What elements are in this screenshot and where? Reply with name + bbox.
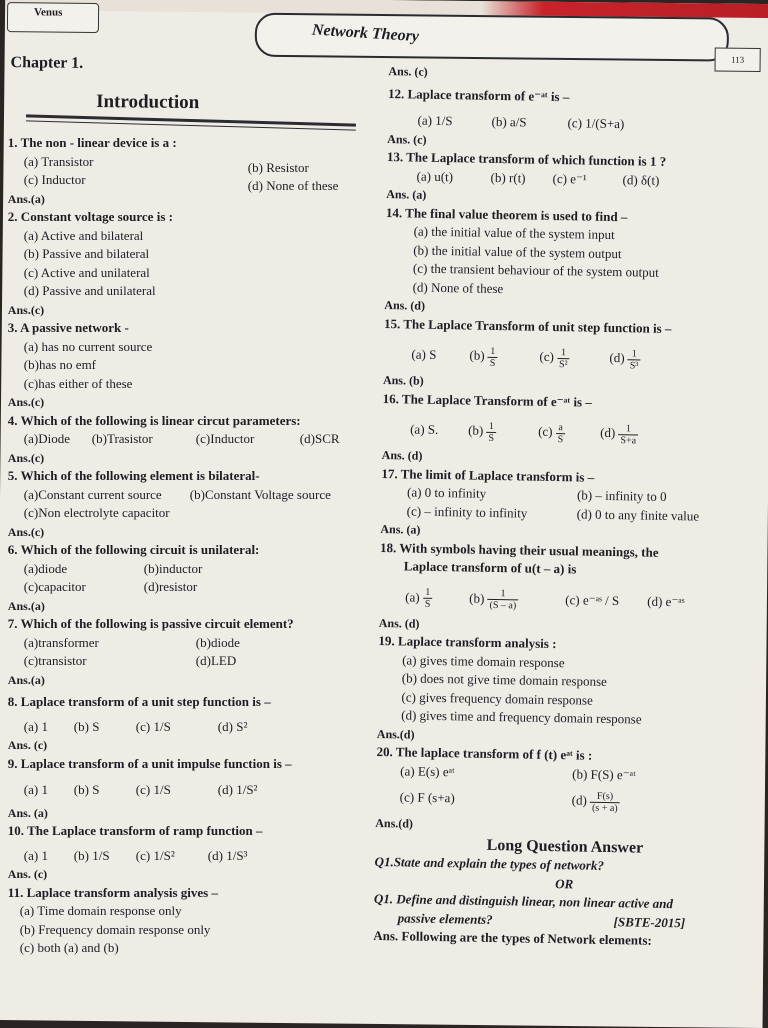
option: (b) 1/S — [73, 847, 110, 863]
option: (d)resistor — [143, 579, 198, 595]
option — [571, 783, 620, 818]
option: (c) 1/S² — [135, 847, 175, 863]
answer: Ans. (c) — [388, 64, 428, 79]
question: 5. Which of the following element is bilateral- — [7, 468, 260, 484]
option: (c)has either of these — [23, 375, 133, 391]
option: (b)diode — [195, 634, 240, 650]
option: (c)Non electrolyte capacitor — [23, 505, 170, 521]
option: (a) 1 — [23, 847, 48, 863]
question: 10. The Laplace transform of ramp function – — [7, 823, 263, 839]
answer: Ans. (c) — [7, 738, 48, 753]
long-question: Q1.State and explain the types of network? — [374, 853, 605, 873]
question: 12. Laplace transform of e⁻ᵃᵗ is – — [387, 85, 570, 104]
option: (d) 1/S² — [217, 782, 258, 798]
option — [469, 581, 519, 616]
option: (a) has no current source — [23, 338, 153, 354]
option: (c) e⁻ᵃˢ / S — [565, 591, 620, 608]
long-question-text: passive elements? — [397, 909, 493, 927]
denominator: (S – a) — [489, 599, 517, 612]
option: (d)SCR — [299, 431, 340, 447]
option: (d) e⁻ᵃˢ — [647, 593, 685, 609]
denominator: S³ — [629, 359, 639, 371]
denominator: S — [424, 598, 431, 610]
denominator: S² — [558, 358, 568, 370]
option: (a)transformer — [23, 634, 99, 650]
fraction — [618, 423, 638, 446]
header-banner — [255, 13, 729, 62]
fraction — [487, 588, 518, 612]
answer: Ans.(d) — [376, 726, 415, 742]
option — [609, 341, 641, 376]
answer: Ans.(c) — [7, 395, 45, 410]
option: (a) 0 to infinity — [406, 484, 487, 501]
option: (c) gives frequency domain response — [401, 688, 593, 708]
option-row — [8, 652, 388, 671]
question: 3. A passive network - — [7, 320, 129, 336]
option: (b)has no emf — [23, 357, 97, 373]
option-row — [8, 430, 388, 449]
numerator: 1 — [557, 347, 570, 359]
long-question: Q1. Define and distinguish linear, non linear active and — [373, 890, 674, 912]
fraction — [556, 422, 566, 445]
option: (a) Time domain response only — [19, 903, 182, 919]
question: 20. The laplace transform of f (t) eᵃᵗ is : — [376, 743, 593, 763]
question: 8. Laplace transform of a unit step function is – — [7, 694, 271, 710]
or-separator: OR — [555, 875, 574, 891]
numerator: 1 — [619, 423, 639, 435]
option: (c) 1/S — [135, 782, 171, 798]
numerator: 1 — [488, 345, 498, 357]
question: 18. With symbols having their usual meanings, the — [379, 539, 659, 560]
publisher-logo: Venus — [7, 2, 99, 33]
page-number: 113 — [715, 47, 761, 71]
option: (b) a/S — [491, 113, 527, 130]
question: 14. The final value theorem is used to find – — [385, 204, 628, 224]
fraction — [590, 790, 620, 814]
option: (a) 1 — [23, 718, 48, 734]
option: (c) – infinity to infinity — [406, 502, 528, 521]
option: (a) 1/S — [417, 112, 453, 129]
question-continued: Laplace transform of u(t – a) is — [403, 558, 577, 577]
option-label: (b) — [468, 422, 484, 438]
question: 9. Laplace transform of a unit impulse function is – — [7, 755, 292, 771]
denominator: (s + a) — [591, 802, 618, 814]
banner-title: Network Theory — [311, 21, 420, 46]
option: (b)Constant Voltage source — [189, 486, 331, 502]
option-label: (a) — [405, 588, 420, 605]
option: (a) Transistor — [23, 153, 94, 169]
option-label: (c) — [538, 423, 553, 439]
option-label: (d) — [609, 349, 625, 366]
option: (a)Diode — [23, 431, 71, 447]
fraction — [557, 347, 570, 370]
option: (a) the initial value of the system input — [413, 223, 615, 243]
option — [600, 416, 639, 451]
option: (c)transistor — [23, 653, 87, 669]
option: (d) δ(t) — [622, 171, 660, 188]
option: (c)Inductor — [195, 431, 255, 447]
answer: Ans. (d) — [381, 448, 423, 463]
option — [469, 339, 498, 373]
denominator: S — [489, 357, 496, 369]
option: (b) S — [73, 718, 100, 734]
fraction — [486, 420, 496, 443]
option: (c) the transient behaviour of the system output — [412, 260, 659, 280]
question: 1. The non - linear device is a : — [7, 135, 177, 151]
option: (b)Trasistor — [91, 431, 153, 447]
question: 11. Laplace transform analysis gives – — [7, 884, 218, 900]
denominator: S — [488, 432, 495, 444]
option-row — [8, 486, 388, 505]
option: (d) None of these — [247, 178, 339, 194]
option: (b) – infinity to 0 — [576, 487, 667, 504]
option: (b) Frequency domain response only — [19, 921, 211, 937]
numerator: 1 — [423, 587, 433, 599]
answer: Ans.(c) — [7, 450, 45, 465]
question: 7. Which of the following is passive circuit element? — [7, 616, 294, 632]
right-column — [373, 62, 768, 952]
option: (c) F (s+a) — [399, 789, 455, 806]
long-question-heading: Long Question Answer — [486, 836, 644, 857]
denominator: S+a — [620, 434, 637, 446]
question: 17. The limit of Laplace transform is – — [381, 465, 595, 485]
option: (a) S. — [410, 421, 439, 437]
answer: Ans. (a) — [386, 187, 427, 202]
answer: Ans. (c) — [387, 131, 427, 147]
answer: Ans.(c) — [7, 302, 45, 317]
option: (a)diode — [23, 560, 68, 576]
option: (b) S — [73, 782, 100, 798]
option — [539, 340, 570, 375]
option-label: (c) — [539, 348, 555, 364]
answer: Ans.(a) — [7, 191, 45, 206]
answer: Ans. (d) — [384, 298, 426, 313]
option: (a) E(s) eᵃᵗ — [400, 762, 455, 779]
answer: Ans.(d) — [375, 815, 414, 831]
exam-reference: [SBTE-2015] — [613, 913, 686, 930]
option: (b) Resistor — [247, 159, 309, 175]
option-row — [8, 781, 388, 800]
option-row — [8, 560, 388, 579]
answer: Ans. (b) — [382, 373, 424, 388]
question: 4. Which of the following is linear circut parameters: — [7, 412, 301, 428]
numerator: a — [556, 422, 566, 434]
option: (a) 1 — [23, 782, 48, 798]
numerator: 1 — [628, 348, 641, 360]
option: (d)LED — [195, 653, 237, 669]
answer: Ans. (a) — [380, 521, 421, 537]
option-row — [8, 634, 388, 653]
option-label: (b) — [469, 590, 485, 606]
option: (d) gives time and frequency domain response — [401, 707, 642, 727]
option-row — [8, 171, 388, 194]
option — [538, 415, 566, 449]
option: (a) u(t) — [416, 168, 454, 184]
option: (c) Inductor — [23, 172, 86, 188]
option-label: (b) — [469, 347, 485, 363]
numerator: 1 — [487, 420, 497, 432]
answer: Ans. (a) — [7, 805, 48, 820]
numerator: 1 — [488, 588, 519, 601]
left-column — [8, 134, 388, 958]
question: 2. Constant voltage source is : — [7, 209, 173, 225]
option-label: (d) — [600, 424, 616, 441]
fraction — [628, 348, 641, 371]
option: (a) Active and bilateral — [23, 227, 144, 243]
option: (c)capacitor — [23, 579, 86, 595]
answer: Ans.(a) — [7, 598, 45, 613]
numerator: F(s) — [590, 790, 620, 803]
option: (d) 1/S³ — [207, 847, 248, 863]
option-row — [8, 847, 388, 866]
answer: Ans.(c) — [7, 524, 45, 539]
question: 13. The Laplace transform of which function is 1 ? — [386, 149, 667, 169]
option: (c) Active and unilateral — [23, 264, 150, 280]
option: (b) F(S) e⁻ᵃᵗ — [572, 765, 636, 782]
fraction — [423, 587, 433, 610]
chapter-label: Chapter 1. — [10, 54, 84, 72]
option: (a)Constant current source — [23, 486, 162, 502]
option: (d) None of these — [412, 279, 504, 296]
question: 19. Laplace transform analysis : — [378, 632, 557, 652]
option: (b)inductor — [143, 560, 203, 576]
question: 16. The Laplace Transform of e⁻ᵃᵗ is – — [382, 390, 592, 410]
option: (c) e⁻¹ — [552, 170, 587, 187]
option: (b) r(t) — [490, 169, 526, 185]
option-row — [8, 718, 388, 737]
question: 15. The Laplace Transform of unit step function is – — [383, 315, 672, 336]
option: (c) both (a) and (b) — [19, 940, 119, 956]
option: (b) does not give time domain response — [401, 670, 608, 689]
denominator: S — [557, 433, 564, 445]
option — [468, 414, 497, 448]
answer: Ans. (c) — [7, 867, 48, 882]
option: (b) Passive and bilateral — [23, 246, 150, 262]
option: (a) S — [411, 346, 437, 362]
option-row — [8, 153, 388, 175]
option: (c) 1/(S+a) — [567, 115, 625, 132]
option-row — [8, 578, 388, 597]
question: 6. Which of the following circuit is unilateral: — [7, 542, 260, 558]
option: (a) gives time domain response — [402, 651, 565, 670]
fraction — [488, 345, 498, 368]
answer: Ans.(a) — [7, 672, 45, 687]
option-label: (d) — [571, 792, 588, 808]
option: (c) 1/S — [135, 718, 171, 734]
answer-text: Ans. Following are the types of Network elements: — [373, 927, 652, 948]
option: (d) S² — [217, 718, 248, 734]
option — [405, 580, 433, 614]
section-title: Introduction — [96, 91, 200, 114]
option: (d) Passive and unilateral — [23, 283, 156, 299]
answer: Ans. (d) — [378, 615, 420, 631]
option: (d) 0 to any finite value — [576, 505, 700, 524]
option: (b) the initial value of the system output — [413, 242, 622, 261]
